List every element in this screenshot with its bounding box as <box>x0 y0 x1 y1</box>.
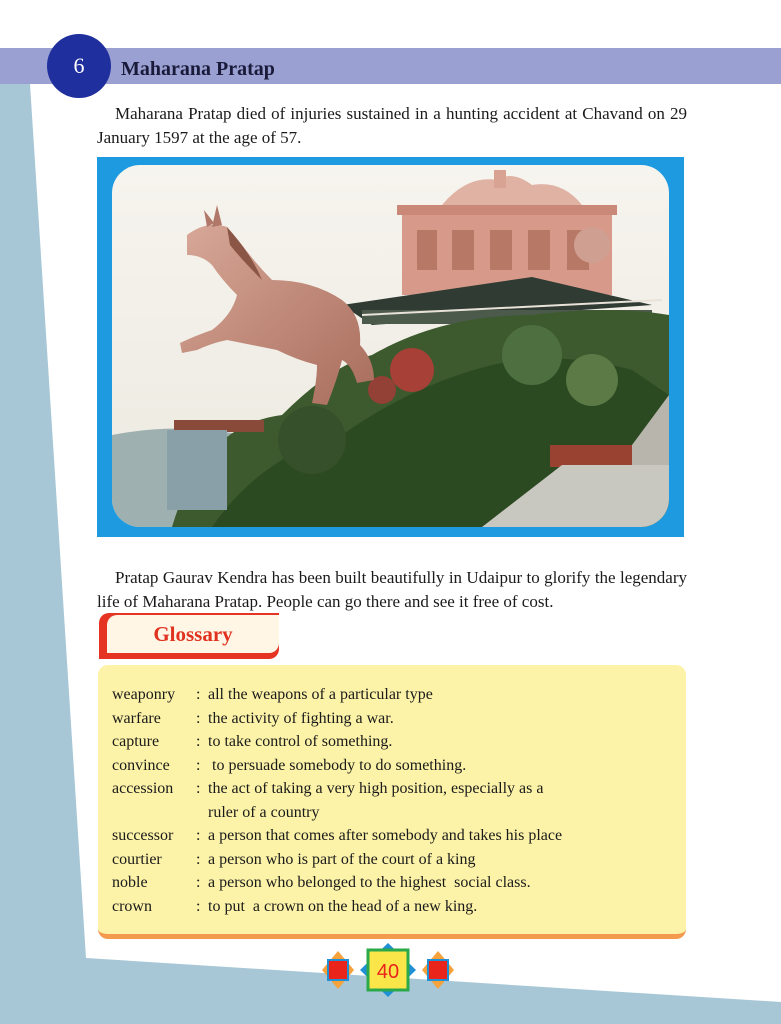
glossary-colon: : <box>196 709 201 727</box>
glossary-colon: : <box>196 686 201 703</box>
glossary-entry <box>112 824 672 848</box>
glossary-definition: the activity of fighting a war. <box>208 709 394 727</box>
glossary-entry-continuation <box>112 801 672 825</box>
glossary-entry <box>112 777 672 801</box>
paragraph-death <box>97 102 687 150</box>
glossary-definition: to put a crown on the head of a new king. <box>208 897 478 915</box>
glossary-colon: : <box>196 827 201 844</box>
glossary-definition: a person who is part of the court of a king <box>208 850 476 868</box>
glossary-definition: ruler of a country <box>208 803 320 821</box>
glossary-term: capture <box>112 733 160 750</box>
glossary-definition: to persuade somebody to do something. <box>208 756 467 774</box>
glossary-term: warfare <box>112 709 161 727</box>
glossary-tab-face <box>107 615 279 653</box>
glossary-definition: a person who belonged to the highest social class. <box>208 874 531 891</box>
glossary-entry <box>112 730 672 754</box>
page-number-ornament <box>318 943 458 997</box>
glossary-term: convince <box>112 756 170 774</box>
glossary-colon: : <box>196 733 201 750</box>
glossary-term: courtier <box>112 850 162 868</box>
paragraph-kendra-text: Pratap Gaurav Kendra has been built beautifully in Udaipur to glorify the legendary life of Maharana Pratap. People can go there and see it free of cost. <box>97 568 687 611</box>
glossary-colon: : <box>196 897 201 915</box>
glossary-colon: : <box>196 780 201 797</box>
glossary-entry <box>112 895 672 919</box>
glossary-definition: to take control of something. <box>208 733 393 750</box>
glossary-entry <box>112 871 672 895</box>
glossary-definition: a person that comes after somebody and takes his place <box>208 827 563 844</box>
glossary-term: weaponry <box>112 686 176 703</box>
pratap-gaurav-kendra-photo <box>112 165 669 527</box>
chapter-header-band <box>0 48 781 84</box>
glossary-tab <box>99 613 281 659</box>
glossary-list <box>112 683 672 918</box>
glossary-term: crown <box>112 897 152 915</box>
paragraph-kendra <box>97 566 687 614</box>
glossary-definition: the act of taking a very high position, especially as a <box>208 780 544 797</box>
paragraph-death-text: Maharana Pratap died of injuries sustained in a hunting accident at Chavand on 29 January 1597 at the age of 57. <box>97 104 687 147</box>
glossary-colon: : <box>196 874 201 891</box>
glossary-title: Glossary <box>153 621 233 646</box>
page-number-decoration-svg <box>318 943 458 997</box>
glossary-entry <box>112 683 672 707</box>
glossary-entry <box>112 848 672 872</box>
glossary-colon: : <box>196 756 201 774</box>
glossary-term: noble <box>112 874 148 891</box>
glossary-entry <box>112 754 672 778</box>
page-number: 40 <box>376 961 400 983</box>
glossary-colon: : <box>196 850 201 868</box>
glossary-definition: all the weapons of a particular type <box>208 686 433 703</box>
glossary-term: successor <box>112 827 174 844</box>
glossary-term <box>112 801 196 825</box>
glossary-entry <box>112 707 672 731</box>
glossary-term: accession <box>112 780 174 797</box>
glossary-colon-blank <box>196 801 208 825</box>
chapter-number-badge: 6 <box>47 34 111 98</box>
chapter-title: Maharana Pratap <box>121 58 275 80</box>
